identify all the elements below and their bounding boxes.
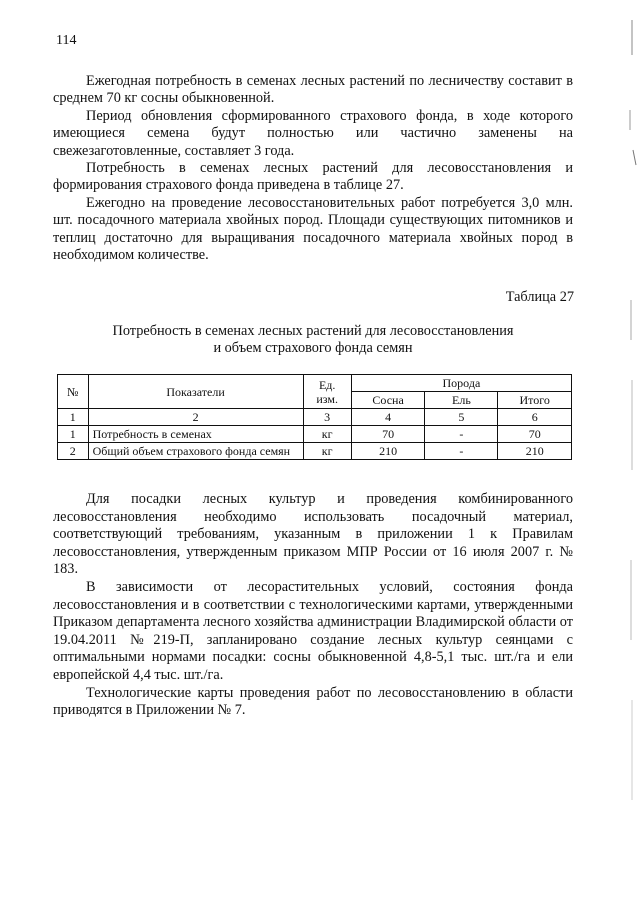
row-indicator: Потребность в семенах xyxy=(88,426,303,443)
intro-text xyxy=(53,73,573,264)
column-number: 1 xyxy=(58,409,89,426)
header-unit: Ед. изм. xyxy=(303,375,351,409)
scan-edge-marks xyxy=(620,0,640,905)
row-total: 210 xyxy=(498,443,572,460)
row-spruce: - xyxy=(425,426,498,443)
page-number: 114 xyxy=(56,33,77,48)
header-total: Итого xyxy=(498,392,572,409)
table-header-row xyxy=(58,375,572,392)
row-total: 70 xyxy=(498,426,572,443)
header-num: № xyxy=(58,375,89,409)
table-row xyxy=(58,426,572,443)
header-species-group: Порода xyxy=(351,375,571,392)
row-num: 2 xyxy=(58,443,89,460)
column-number: 6 xyxy=(498,409,572,426)
header-indicators: Показатели xyxy=(88,375,303,409)
paragraph: Ежегодная потребность в семенах лесных растений по лесничеству составит в среднем 70 кг сосны обыкновенной. xyxy=(53,73,573,107)
row-num: 1 xyxy=(58,426,89,443)
column-number: 2 xyxy=(88,409,303,426)
header-spruce: Ель xyxy=(425,392,498,409)
paragraph: Технологические карты проведения работ по лесовосстановлению в области приводятся в Приложении № 7. xyxy=(53,684,573,719)
row-pine: 70 xyxy=(351,426,425,443)
row-spruce: - xyxy=(425,443,498,460)
column-number: 5 xyxy=(425,409,498,426)
column-number: 4 xyxy=(351,409,425,426)
row-unit: кг xyxy=(303,443,351,460)
paragraph: Потребность в семенах лесных растений для лесовосстановления и формирования страхового фонда приведена в таблице 27. xyxy=(53,160,573,194)
table-title-line: Потребность в семенах лесных растений для лесовосстановления xyxy=(112,323,514,339)
column-number-row xyxy=(58,409,572,426)
paragraph: Период обновления сформированного страхового фонда, в ходе которого имеющиеся семена будут полностью или частично заменены на свежезаготовленные, составляет 3 года. xyxy=(53,107,573,159)
paragraph: Ежегодно на проведение лесовосстановительных работ потребуется 3,0 млн. шт. посадочного материала хвойных пород. Площади существующих питомников и теплиц достаточно для выращивания посадочного материала хвойных пород в необходимом количестве. xyxy=(53,194,573,264)
header-pine: Сосна xyxy=(351,392,425,409)
planting-text xyxy=(53,491,573,720)
seed-table xyxy=(57,374,572,460)
paragraph: Для посадки лесных культур и проведения комбинированного лесовосстановления необходимо использовать посадочный материал, соответствующий требованиям, указанным в приложении 1 к Правилам лесовосстановления, утвержденным приказом МПР России от 16 июля 2007 г. № 183. xyxy=(53,491,573,578)
column-number: 3 xyxy=(303,409,351,426)
table-title-line: и объем страхового фонда семян xyxy=(213,340,413,356)
table-row xyxy=(58,443,572,460)
paragraph: В зависимости от лесорастительных условий, состояния фонда лесовосстановления и в соответствии с технологическими картами, утвержденными Приказом департамента лесного хозяйства администрации Владимирской области от 19.04.2011 №219-П, запланировано создание лесных культур сеянцами с оптимальными нормами посадки: сосны обыкновенной 4,8-5,1 тыс. шт./га и ели европейской 4,4 тыс. шт./га. xyxy=(53,578,573,683)
row-unit: кг xyxy=(303,426,351,443)
table-title xyxy=(53,323,573,357)
row-indicator: Общий объем страхового фонда семян xyxy=(88,443,303,460)
row-pine: 210 xyxy=(351,443,425,460)
table-label: Таблица 27 xyxy=(505,289,574,305)
